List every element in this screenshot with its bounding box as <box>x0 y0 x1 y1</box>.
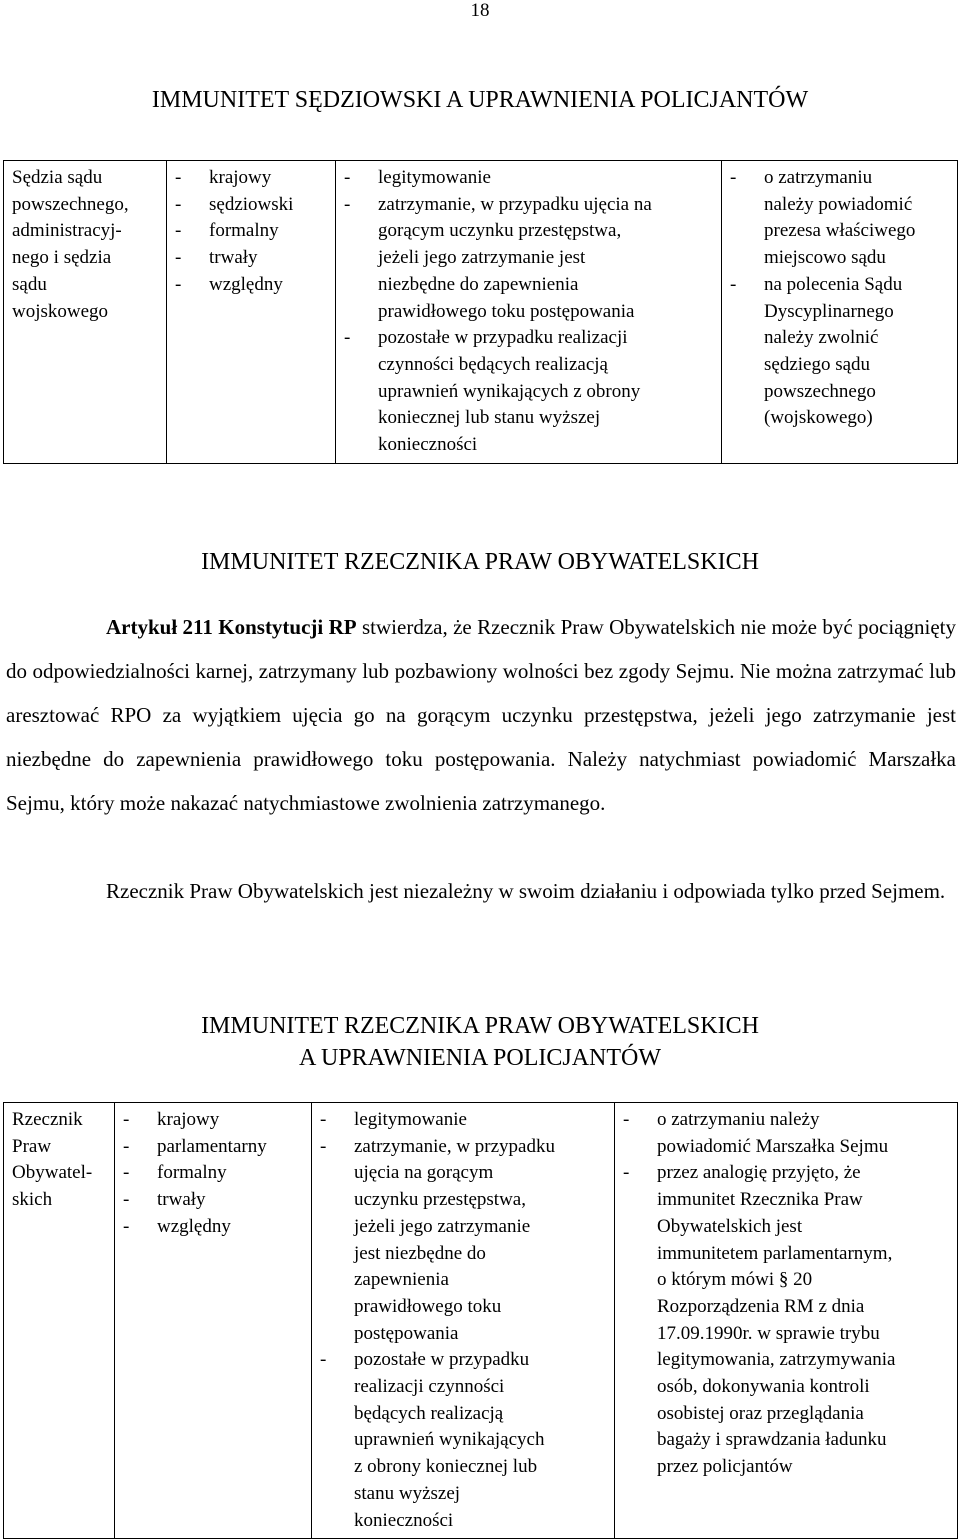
list-item: - sędziowski <box>175 193 294 215</box>
list-item: - trwały <box>175 247 258 269</box>
subject-label: Sędzia sądu powszechnego, administracyj- nego i sędzia sądu wojskowego <box>12 167 129 322</box>
list-item: - przez analogię przyjęto, że immunitet Rzecznika Praw Obywatelskich jest immunitetem parlamentarnym, o którym mówi § 20 Rozporządzenia RM z dnia 17.09.1990r. w sprawie trybu legitymowania, zatrzymywania osób, dokonywania kontroli osobistej oraz przeglądania bagaży i sprawdzania ładunku przez policjantów <box>623 1162 896 1478</box>
table-row <box>4 1103 958 1539</box>
police-powers-cell <box>336 161 722 464</box>
table-row <box>4 161 958 464</box>
ombudsman-immunity-table <box>3 1102 958 1539</box>
list-item: - legitymowanie <box>344 167 491 188</box>
section-title-ombudsman-immunity: IMMUNITET RZECZNIKA PRAW OBYWATELSKICH <box>201 549 759 575</box>
paragraph-ombudsman-independence: Rzecznik Praw Obywatelskich jest niezależny w swoim działaniu i odpowiada tylko przed Sejmem. <box>106 879 946 903</box>
list-item: - o zatrzymaniu należy powiadomić Marszałka Sejmu <box>623 1109 889 1157</box>
list-item: - zatrzymanie, w przypadku ujęcia na gorącym uczynku przestępstwa, jeżeli jego zatrzymanie jest niezbędne do zapewnienia prawidłowego toku postępowania <box>320 1135 555 1344</box>
list-item: - pozostałe w przypadku realizacji czynności będących realizacją uprawnień wynikających z obrony koniecznej lub stanu wyższej konieczności <box>320 1349 545 1531</box>
list-item: - formalny <box>123 1162 227 1184</box>
list-item: - pozostałe w przypadku realizacji czynności będących realizacją uprawnień wynikających z obrony koniecznej lub stanu wyższej konieczności <box>344 327 641 456</box>
judicial-immunity-table <box>3 160 958 464</box>
section-title-ombudsman-police: IMMUNITET RZECZNIKA PRAW OBYWATELSKICH A UPRAWNIENIA POLICJANTÓW <box>201 1013 759 1071</box>
list-item: - krajowy <box>175 167 272 188</box>
section-title-judicial-immunity: IMMUNITET SĘDZIOWSKI A UPRAWNIENIA POLICJANTÓW <box>151 87 809 113</box>
list-item: - formalny <box>175 220 279 242</box>
paragraph-article-211: Artykuł 211 Konstytucji RP stwierdza, że Rzecznik Praw Obywatelskich nie może być pociągnięty do odpowiedzialności karnej, zatrzymany lub pozbawiony wolności bez zgody Sejmu. Nie można zatrzymać lub aresztować RPO za wyjątkiem ujęcia go na gorącym uczynku przestępstwa, jeżeli jego zatrzymanie jest niezbędne do zapewnienia prawidłowego toku postępowania. Należy natychmiast powiadomić Marszałka Sejmu, który może nakazać natychmiastowe zwolnienia zatrzymanego. <box>6 615 956 815</box>
list-item: - trwały <box>123 1189 206 1211</box>
immunity-type-cell <box>167 161 336 464</box>
list-item: - zatrzymanie, w przypadku ujęcia na gorącym uczynku przestępstwa, jeżeli jego zatrzymanie jest niezbędne do zapewnienia prawidłowego toku postępowania <box>344 193 652 322</box>
list-item: - krajowy <box>123 1109 220 1130</box>
list-item: - na polecenia Sądu Dyscyplinarnego należy zwolnić sędziego sądu powszechnego (wojskowego) <box>730 273 903 429</box>
subject-label: Rzecznik Praw Obywatel- skich <box>12 1109 93 1211</box>
list-item: - legitymowanie <box>320 1109 467 1130</box>
subject-cell <box>4 1103 115 1539</box>
police-powers-cell <box>312 1103 615 1539</box>
list-item: - parlamentarny <box>123 1135 267 1157</box>
list-item: - o zatrzymaniu należy powiadomić prezesa właściwego miejscowo sądu <box>730 167 916 269</box>
page-number: 18 <box>470 0 490 21</box>
subject-cell <box>4 161 167 464</box>
list-item: - względny <box>175 273 283 295</box>
immunity-type-cell <box>115 1103 312 1539</box>
notification-cell <box>615 1103 958 1539</box>
article-reference: Artykuł 211 Konstytucji RP <box>106 615 357 639</box>
list-item: - względny <box>123 1215 231 1237</box>
notification-cell <box>722 161 958 464</box>
